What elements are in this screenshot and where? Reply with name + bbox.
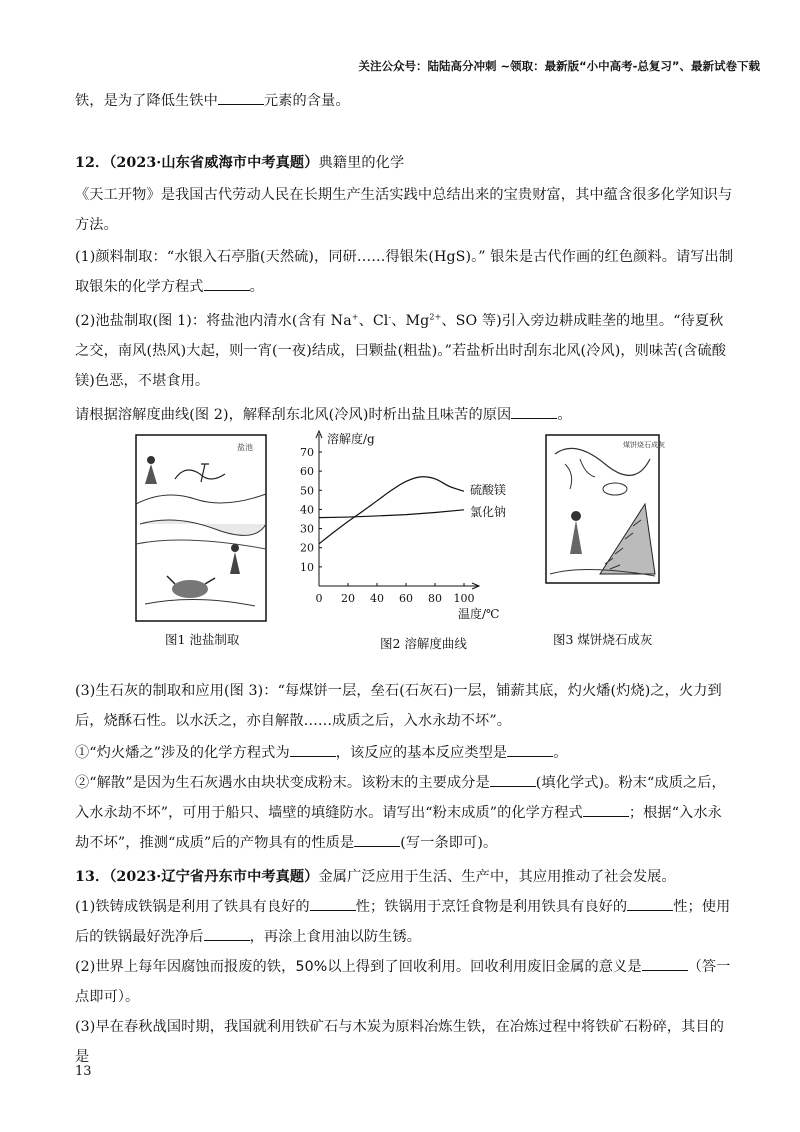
answer-blank[interactable] bbox=[627, 896, 673, 911]
answer-blank[interactable] bbox=[511, 404, 557, 419]
y-tick-label: 70 bbox=[300, 446, 314, 459]
svg-text:盐池: 盐池 bbox=[237, 443, 253, 452]
question-12-intro: 《天工开物》是我国古代劳动人民在长期生产生活实践中总结出来的宝贵财富，其中蕴含很多化学知识与方法。 bbox=[75, 187, 733, 233]
lime-kiln-illustration bbox=[545, 434, 665, 584]
question-13-part2: (2)世界上每年因腐蚀而报废的铁，50%以上得到了回收利用。回收利用废旧金属的意义是 （答一点即可）。 bbox=[75, 952, 735, 1012]
question-12-part3-sub2: ②“解散”是因为生石灰遇水由块状变成粉末。该粉末的主要成分是 (填化学式)。粉末“成质之后，入水永劫不坏”，可用于船只、墙壁的填缝防水。请写出“粉末成质”的化学方程式 ；根据“入水永劫不坏”，推测“成质”后的产物具有的性质是 (写一条即可)。 bbox=[75, 768, 735, 858]
solubility-chart bbox=[300, 426, 530, 636]
continued-line: 铁，是为了降低生铁中 元素的含量。 bbox=[75, 86, 735, 116]
figure-2-caption: 图2 溶解度曲线 bbox=[380, 636, 467, 651]
series-label-氯化钠: 氯化钠 bbox=[470, 504, 507, 519]
question-12-part2-question: 请根据溶解度曲线(图 2)，解释刮东北风(冷风)时析出盐且味苦的原因 。 bbox=[75, 400, 735, 430]
answer-blank[interactable] bbox=[507, 742, 553, 757]
x-tick-label: 40 bbox=[370, 592, 384, 605]
question-12-part3: (3)生石灰的制取和应用(图 3)：“每煤饼一层，垒石(石灰石)一层，铺薪其底，灼火燔(灼烧)之，火力到后，烧酥石性。以水沃之，亦自解散……成质之后，入水永劫不坏”。 bbox=[75, 683, 722, 729]
question-12-title: 12．（2023·山东省威海市中考真题）典籍里的化学 bbox=[75, 155, 405, 171]
x-tick-label: 0 bbox=[315, 592, 323, 605]
y-tick-label: 20 bbox=[300, 541, 314, 555]
x-tick-label: 60 bbox=[399, 592, 413, 605]
question-13-part1: (1)铁铸成铁锅是利用了铁具有良好的 性；铁锅用于烹饪食物是利用铁具有良好的 性；使用后的铁锅最好洗净后 ，再涂上食用油以防生锈。 bbox=[75, 892, 735, 952]
y-tick-label: 30 bbox=[300, 522, 314, 536]
question-13-title: 13．（2023·辽宁省丹东市中考真题）金属广泛应用于生活、生产中，其应用推动了社会发展。 bbox=[75, 869, 676, 885]
svg-text:煤饼烧石成灰: 煤饼烧石成灰 bbox=[623, 441, 665, 449]
page-number: 13 bbox=[75, 1064, 92, 1079]
answer-blank[interactable] bbox=[204, 926, 250, 941]
question-13-part3: (3)早在春秋战国时期，我国就利用铁矿石与木炭为原料冶炼生铁，在冶炼过程中将铁矿石粉碎，其目的是 bbox=[75, 1019, 725, 1065]
y-tick-label: 10 bbox=[300, 560, 314, 574]
series-label-硫酸镁: 硫酸镁 bbox=[470, 483, 507, 498]
answer-blank[interactable] bbox=[490, 772, 536, 787]
x-axis-label: 温度/℃ bbox=[458, 607, 500, 621]
y-tick-label: 60 bbox=[300, 465, 314, 479]
salt-pond-illustration bbox=[135, 434, 267, 622]
answer-blank[interactable] bbox=[583, 802, 629, 817]
answer-blank[interactable] bbox=[218, 90, 264, 105]
answer-blank[interactable] bbox=[204, 276, 250, 291]
series-line-氯化钠 bbox=[319, 510, 464, 518]
answer-blank[interactable] bbox=[310, 896, 356, 911]
x-tick-label: 80 bbox=[428, 592, 442, 605]
figure-1-caption: 图1 池盐制取 bbox=[165, 632, 240, 647]
figure-3-caption: 图3 煤饼烧石成灰 bbox=[553, 632, 653, 647]
answer-blank[interactable] bbox=[290, 742, 336, 757]
series-line-硫酸镁 bbox=[319, 477, 464, 544]
question-12-part3-sub1: ①“灼火燔之”涉及的化学方程式为 ，该反应的基本反应类型是 。 bbox=[75, 738, 735, 768]
y-tick-label: 40 bbox=[300, 503, 314, 517]
x-tick-label: 100 bbox=[453, 592, 475, 605]
figure-1-salt-pond bbox=[135, 434, 267, 626]
page-header: 关注公众号：陆陆高分冲刺 ~领取：最新版“小中高考-总复习”、最新试卷下载 bbox=[358, 59, 760, 73]
question-12-part2: (2)池盐制取(图 1)：将盐池内清水(含有 Na+、Cl-、$Mg^{2+}$、SO 等)引入旁边耕成畦垄的地里。“待夏秋之交，南风(热风)大起，则一宵(一夜)结成，曰颗盐(粗盐)。”若盐析出时刮东北风(冷风)，则味苦(含硫酸镁)色恶，不堪食用。 bbox=[75, 312, 727, 389]
y-axis-label: 溶解度/g bbox=[327, 432, 375, 446]
y-tick-label: 50 bbox=[300, 484, 314, 498]
answer-blank[interactable] bbox=[642, 956, 688, 971]
question-12-part1: (1)颜料制取：“水银入石亭脂(天然硫)，同研……得银朱(HgS)。” 银朱是古代作画的红色颜料。请写出制取银朱的化学方程式 。 bbox=[75, 249, 734, 295]
x-tick-label: 20 bbox=[341, 592, 355, 605]
figure-2-solubility-chart bbox=[300, 426, 530, 640]
answer-blank[interactable] bbox=[354, 832, 400, 847]
figure-3-lime-kiln bbox=[545, 434, 665, 588]
